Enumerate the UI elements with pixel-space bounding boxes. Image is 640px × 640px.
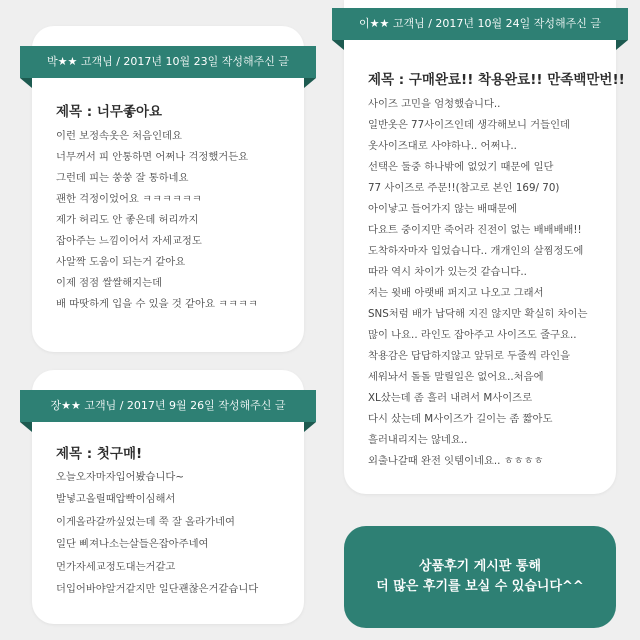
review-card-3 bbox=[344, 0, 625, 494]
review-line: 오늘오자마자입어봤습니다~ bbox=[56, 471, 184, 483]
review-line: 따라 역시 차이가 있는것 같습니다.. bbox=[368, 266, 527, 278]
review-line: 일단 삐져나소는살들은잡아주네여 bbox=[56, 538, 209, 551]
review-title: 제목 : 첫구매! bbox=[56, 446, 143, 462]
cta-line-2: 더 많은 후기를 보실 수 있습니다^^ bbox=[376, 579, 584, 594]
review-header-3 bbox=[332, 8, 628, 40]
review-line: 그런데 피는 쑹쑹 잘 통하네요 bbox=[56, 172, 189, 184]
cta-line-1: 상품후기 게시판 통해 bbox=[418, 559, 542, 574]
review-card-1 bbox=[32, 26, 304, 352]
review-line: 이제 점점 쌀쌀해지는데 bbox=[56, 277, 163, 289]
review-line: 이게올라갈까싶었는데 쭉 잘 올라가네여 bbox=[56, 515, 235, 528]
review-author-date: 이★★ 고객님 / 2017년 10월 24일 작성해주신 글 bbox=[358, 17, 602, 30]
review-line: 세워놔서 돌돌 말릴일은 없어요..처음에 bbox=[368, 371, 544, 383]
review-line: 저는 윗배 아랫배 퍼지고 나오고 그래서 bbox=[368, 287, 544, 299]
review-line: 제가 허리도 안 좋은데 허리까지 bbox=[56, 214, 199, 226]
review-line: 흘러내리지는 않네요.. bbox=[368, 434, 468, 446]
review-header-1 bbox=[20, 46, 316, 78]
review-author-date: 장★★ 고객님 / 2017년 9월 26일 작성해주신 글 bbox=[50, 399, 286, 412]
review-line: 사이즈 고민을 엄청했습니다.. bbox=[368, 98, 501, 110]
review-line: 먼가자세교정도대는거같고 bbox=[56, 560, 176, 573]
review-line: 77 사이즈로 주문!!(참고로 본인 169/ 70) bbox=[368, 182, 560, 194]
review-line: 괜한 걱정이었어요 ㅋㅋㅋㅋㅋㅋ bbox=[56, 193, 202, 205]
review-line: 너무꺼서 피 안통하면 어쩌나 걱정했거든요 bbox=[56, 151, 249, 163]
review-line: 많이 나요.. 라인도 잡아주고 사이즈도 줄구요.. bbox=[368, 329, 577, 341]
review-board-link-button[interactable] bbox=[344, 526, 616, 628]
review-line: 아이낳고 들어가지 않는 배때문에 bbox=[368, 203, 518, 215]
review-line: 착용감은 답답하지않고 앞뒤로 두줄씩 라인을 bbox=[368, 350, 571, 362]
review-title: 제목 : 구매완료!! 착용완료!! 만족백만번!! bbox=[368, 72, 625, 88]
review-body bbox=[56, 466, 258, 600]
review-line: 다요트 중이지만 죽어라 진전이 없는 배배배배!! bbox=[368, 224, 582, 236]
review-line: 잡아주는 느낌이어서 자세교정도 bbox=[56, 235, 202, 247]
review-line: 선택은 둘중 하나밖에 없었기 때문에 일단 bbox=[368, 161, 554, 173]
review-line: 일반옷은 77사이즈인데 생각해보니 거들인데 bbox=[368, 119, 570, 131]
review-title: 제목 : 너무좋아요 bbox=[56, 104, 163, 120]
review-body bbox=[56, 126, 258, 315]
review-line: SNS처럼 배가 납닥해 지진 않지만 확실히 차이는 bbox=[368, 308, 588, 320]
review-line: 발넣고올릴때압빡이심해서 bbox=[56, 493, 176, 506]
review-body bbox=[368, 94, 587, 472]
review-line: 외출나갈때 완전 잇템이네요.. ㅎㅎㅎㅎ bbox=[368, 455, 544, 467]
review-line: 옷사이즈대로 사야하나.. 어쩌나.. bbox=[368, 140, 517, 152]
review-line: 도착하자마자 입었습니다.. 개개인의 살찜정도에 bbox=[368, 245, 584, 257]
review-line: 다시 샀는데 M사이즈가 길이는 좀 짧아도 bbox=[368, 413, 553, 425]
review-line: 이런 보정속옷은 처음인데요 bbox=[56, 130, 182, 142]
review-line: 배 따땃하게 입을 수 있을 것 같아요 ㅋㅋㅋㅋ bbox=[56, 298, 258, 310]
review-line: XL샀는데 좀 흘러 내려서 M사이즈로 bbox=[368, 392, 533, 404]
review-line: 더입어바야알거같지만 일단괜찮은거같습니다 bbox=[56, 582, 259, 595]
review-line: 사알짝 도움이 되는거 같아요 bbox=[56, 256, 186, 268]
review-header-2 bbox=[20, 390, 316, 422]
review-author-date: 박★★ 고객님 / 2017년 10월 23일 작성해주신 글 bbox=[46, 55, 290, 68]
review-card-2 bbox=[32, 370, 304, 624]
